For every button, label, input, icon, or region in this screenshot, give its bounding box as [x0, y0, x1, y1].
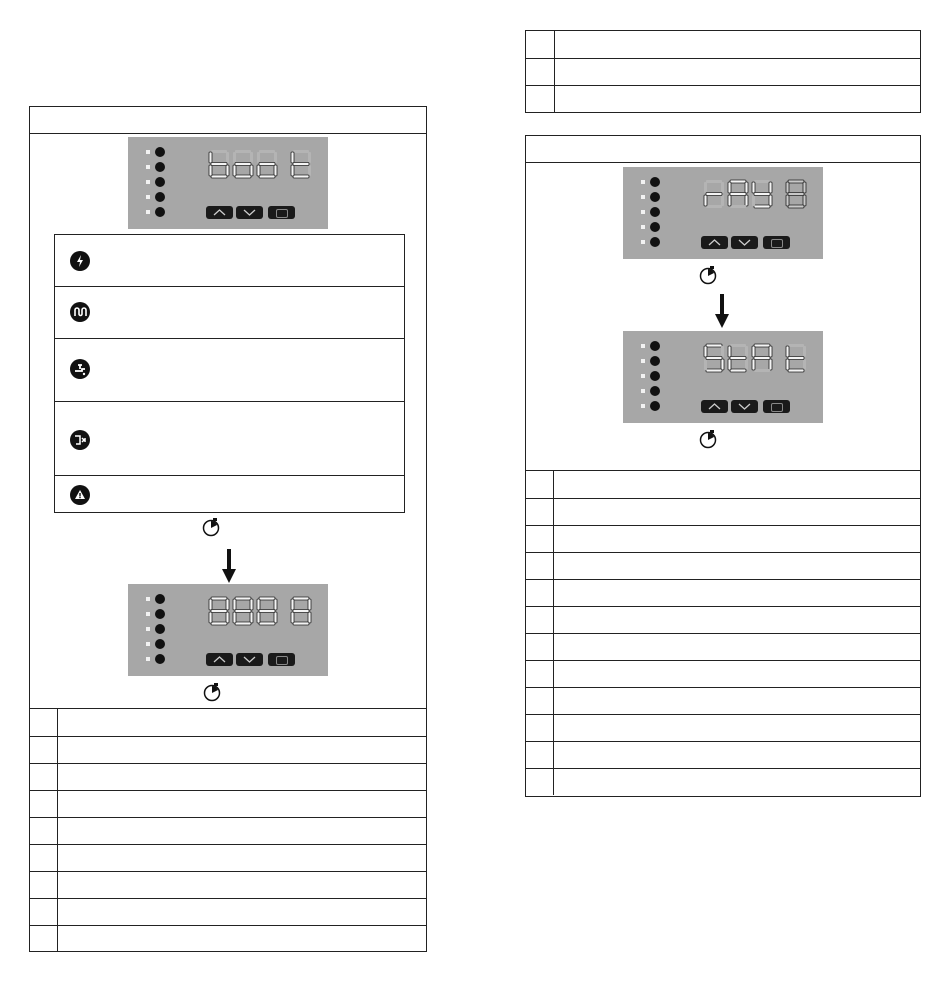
- segment-display: [208, 149, 314, 184]
- row-number-cell: [525, 742, 554, 768]
- seven-segment-digit: [751, 343, 773, 373]
- confirm-icon: [276, 209, 288, 218]
- confirm-icon: [276, 656, 288, 665]
- table-row: [525, 525, 921, 552]
- row-number-cell: [525, 634, 554, 660]
- up-button[interactable]: [701, 400, 728, 413]
- up-button[interactable]: [701, 236, 728, 249]
- status-led: [641, 344, 645, 348]
- heater-coil-icon: [650, 356, 660, 366]
- table-row: [525, 579, 921, 606]
- row-number-cell: [29, 872, 58, 898]
- timer-icon: [698, 265, 718, 285]
- down-button[interactable]: [236, 653, 263, 666]
- table-row: [526, 85, 920, 112]
- seven-segment-digit: [232, 149, 254, 179]
- control-panel-test: [128, 584, 328, 676]
- table-row: [525, 687, 921, 714]
- status-led: [146, 195, 150, 199]
- row-number-cell: [526, 31, 555, 58]
- status-icon-legend: [54, 234, 405, 513]
- row-number-cell: [525, 607, 554, 633]
- right-blank-table: [525, 470, 921, 797]
- table-row: [29, 898, 427, 925]
- row-number-cell: [29, 709, 58, 736]
- row-number-cell: [526, 86, 555, 112]
- faucet-icon: [70, 359, 90, 379]
- status-led: [641, 389, 645, 393]
- faucet-icon: [155, 177, 165, 187]
- seven-segment-digit: [256, 149, 278, 179]
- row-number-cell: [29, 818, 58, 844]
- heater-coil-icon: [155, 609, 165, 619]
- control-panel-boot: [128, 137, 328, 229]
- table-row: [526, 58, 920, 85]
- segment-display: [703, 343, 809, 378]
- left-procedure-box: [29, 106, 427, 952]
- legend-row-divider: [55, 401, 404, 402]
- cooling-icon: [650, 222, 660, 232]
- status-led: [641, 359, 645, 363]
- cooling-icon: [70, 430, 90, 450]
- right-box-header: [526, 136, 920, 163]
- power-icon: [70, 251, 90, 271]
- seven-segment-digit: [232, 596, 254, 626]
- status-led: [146, 657, 150, 661]
- seven-segment-digit: [703, 179, 725, 209]
- table-row: [29, 817, 427, 844]
- status-led: [641, 195, 645, 199]
- seven-segment-digit: [290, 149, 312, 179]
- status-led: [146, 210, 150, 214]
- seven-segment-digit: [208, 596, 230, 626]
- alarm-icon: [155, 654, 165, 664]
- seven-segment-digit: [208, 149, 230, 179]
- status-led: [641, 404, 645, 408]
- table-row: [525, 741, 921, 768]
- power-icon: [155, 147, 165, 157]
- table-row: [29, 925, 427, 952]
- status-led: [146, 597, 150, 601]
- control-panel-stat: [623, 331, 823, 423]
- status-led: [641, 210, 645, 214]
- timer-icon: [698, 429, 718, 449]
- table-row: [29, 790, 427, 817]
- legend-row-divider: [55, 475, 404, 476]
- faucet-icon: [155, 624, 165, 634]
- faucet-icon: [650, 207, 660, 217]
- row-number-cell: [525, 769, 554, 795]
- heater-coil-icon: [155, 162, 165, 172]
- confirm-button[interactable]: [763, 236, 790, 249]
- legend-row-divider: [55, 286, 404, 287]
- confirm-icon: [771, 239, 783, 248]
- cooling-icon: [155, 639, 165, 649]
- table-row: [29, 736, 427, 763]
- confirm-button[interactable]: [268, 653, 295, 666]
- timer-icon: [201, 517, 221, 537]
- seven-segment-digit: [751, 179, 773, 209]
- legend-row-divider: [55, 338, 404, 339]
- table-row: [29, 763, 427, 790]
- alarm-icon: [70, 485, 90, 505]
- seven-segment-digit: [727, 179, 749, 209]
- power-icon: [650, 177, 660, 187]
- cooling-icon: [650, 386, 660, 396]
- confirm-button[interactable]: [268, 206, 295, 219]
- status-led: [146, 150, 150, 154]
- seven-segment-digit: [703, 343, 725, 373]
- row-number-cell: [525, 553, 554, 579]
- row-number-cell: [525, 471, 554, 498]
- confirm-button[interactable]: [763, 400, 790, 413]
- status-led: [641, 225, 645, 229]
- row-number-cell: [525, 688, 554, 714]
- confirm-icon: [771, 403, 783, 412]
- status-led: [146, 180, 150, 184]
- table-row: [29, 709, 427, 736]
- down-button[interactable]: [731, 400, 758, 413]
- status-led: [641, 374, 645, 378]
- status-led: [146, 165, 150, 169]
- control-panel-ray: [623, 167, 823, 259]
- seven-segment-digit: [785, 343, 807, 373]
- power-icon: [155, 594, 165, 604]
- table-row: [525, 552, 921, 579]
- table-row: [29, 871, 427, 898]
- down-arrow-icon: [715, 294, 729, 328]
- row-number-cell: [29, 791, 58, 817]
- row-number-cell: [29, 845, 58, 871]
- down-button[interactable]: [236, 206, 263, 219]
- table-row: [525, 660, 921, 687]
- alarm-icon: [650, 401, 660, 411]
- row-number-cell: [525, 526, 554, 552]
- faucet-icon: [650, 371, 660, 381]
- status-led: [641, 240, 645, 244]
- status-led: [146, 642, 150, 646]
- status-led: [146, 627, 150, 631]
- down-arrow-icon: [222, 549, 236, 583]
- table-row: [525, 714, 921, 741]
- table-row: [526, 31, 920, 58]
- timer-icon: [202, 682, 222, 702]
- up-button[interactable]: [206, 206, 233, 219]
- up-button[interactable]: [206, 653, 233, 666]
- row-number-cell: [29, 737, 58, 763]
- down-button[interactable]: [731, 236, 758, 249]
- alarm-icon: [155, 207, 165, 217]
- table-row: [525, 606, 921, 633]
- seven-segment-digit: [785, 179, 807, 209]
- heater-coil-icon: [650, 192, 660, 202]
- table-row: [525, 768, 921, 795]
- seven-segment-digit: [727, 343, 749, 373]
- segment-display: [703, 179, 809, 214]
- row-number-cell: [525, 499, 554, 525]
- row-number-cell: [525, 715, 554, 741]
- row-number-cell: [29, 926, 58, 952]
- table-row: [29, 844, 427, 871]
- table-row: [525, 471, 921, 498]
- right-procedure-box: [525, 135, 921, 797]
- left-blank-table: [29, 708, 427, 953]
- alarm-icon: [650, 237, 660, 247]
- segment-display: [208, 596, 314, 631]
- cooling-icon: [155, 192, 165, 202]
- right-top-table: [525, 30, 921, 113]
- row-number-cell: [29, 764, 58, 790]
- row-number-cell: [525, 580, 554, 606]
- seven-segment-digit: [256, 596, 278, 626]
- table-row: [525, 633, 921, 660]
- row-number-cell: [525, 661, 554, 687]
- seven-segment-digit: [290, 596, 312, 626]
- row-number-cell: [29, 899, 58, 925]
- status-led: [641, 180, 645, 184]
- status-led: [146, 612, 150, 616]
- heater-coil-icon: [70, 302, 90, 322]
- left-box-header: [30, 107, 426, 134]
- row-number-cell: [526, 59, 555, 85]
- table-row: [525, 498, 921, 525]
- power-icon: [650, 341, 660, 351]
